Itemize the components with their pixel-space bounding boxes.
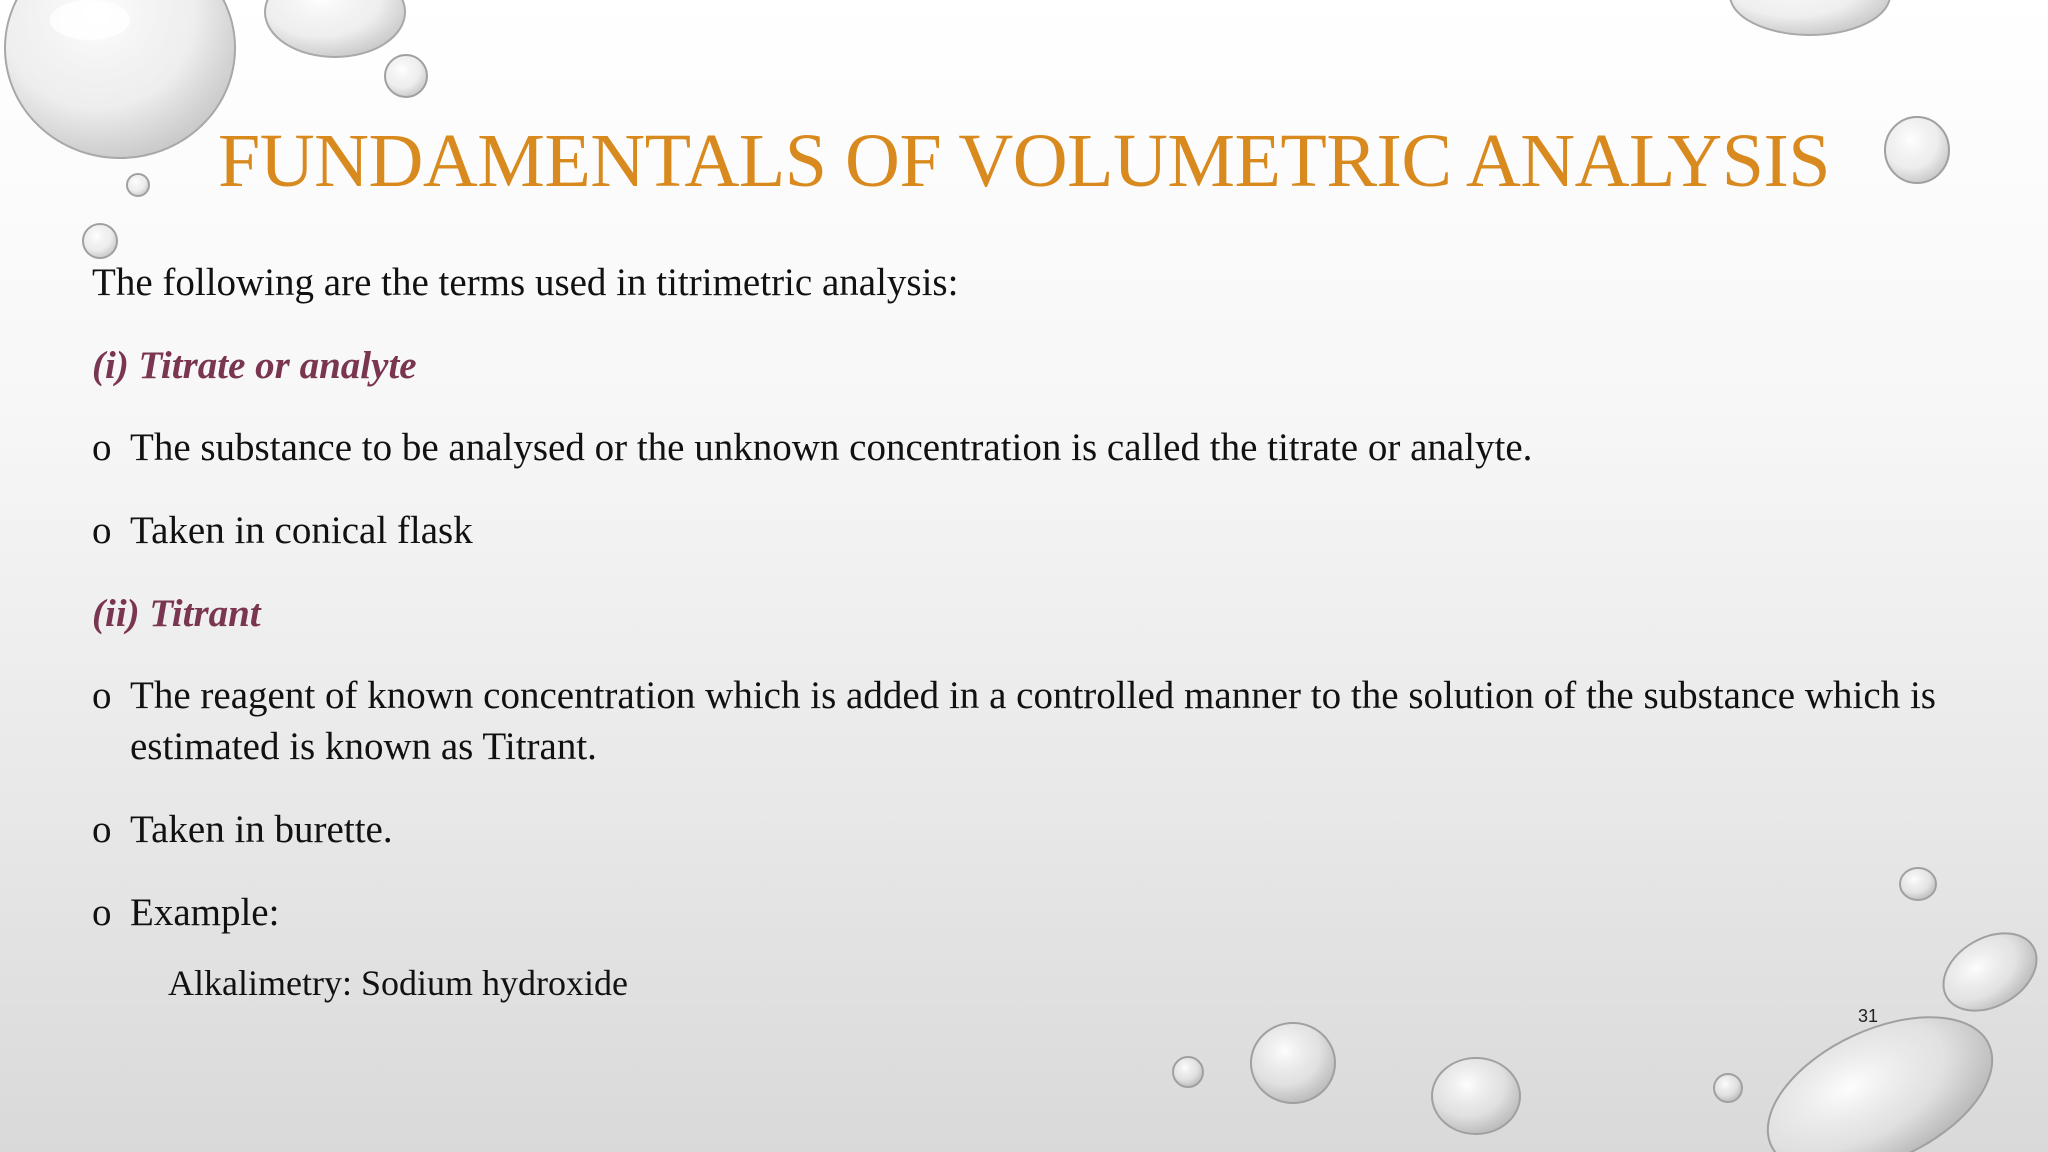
bullet-marker: o xyxy=(92,807,112,851)
list-item xyxy=(92,423,1936,474)
example-text: Alkalimetry: Sodium hydroxide xyxy=(168,963,628,1004)
drop-top-right xyxy=(1730,0,1890,35)
drop-bottom-1 xyxy=(1173,1057,1203,1087)
bullet-text: The reagent of known concentration which is added in a controlled manner to the solution of the substance which is estimated is known as Titrant. xyxy=(130,674,1936,769)
slide-title: FUNDAMENTALS OF VOLUMETRIC ANALYSIS xyxy=(217,119,1831,203)
page-number: 31 xyxy=(1857,1006,1878,1026)
list-item xyxy=(92,506,1936,557)
drop-small-1 xyxy=(385,55,427,97)
drop-bottom-4 xyxy=(1714,1074,1742,1102)
term-heading-titrant: (ii) Titrant xyxy=(92,591,261,635)
bullet-text: Taken in burette. xyxy=(130,807,393,851)
list-item xyxy=(92,671,1936,772)
drop-top-left-medium xyxy=(265,0,405,57)
bullet-text: Example: xyxy=(130,890,280,934)
bullet-text: Taken in conical flask xyxy=(130,509,473,553)
bullet-marker: o xyxy=(92,674,112,718)
slide-content xyxy=(92,258,1936,1007)
bullet-marker: o xyxy=(92,890,112,934)
drop-bottom-2 xyxy=(1251,1023,1335,1103)
list-item xyxy=(92,805,1936,856)
bullet-marker: o xyxy=(92,509,112,553)
intro-text: The following are the terms used in titrimetric analysis: xyxy=(92,261,959,304)
drop-bottom-3 xyxy=(1432,1058,1520,1134)
drop-small-3 xyxy=(83,224,117,258)
drop-right-large xyxy=(1930,918,2048,1027)
bullet-marker: o xyxy=(92,426,112,470)
term-heading-titrate: (i) Titrate or analyte xyxy=(92,343,417,387)
list-item xyxy=(92,888,1936,939)
bullet-text: The substance to be analysed or the unknown concentration is called the titrate or analyte. xyxy=(130,426,1533,470)
